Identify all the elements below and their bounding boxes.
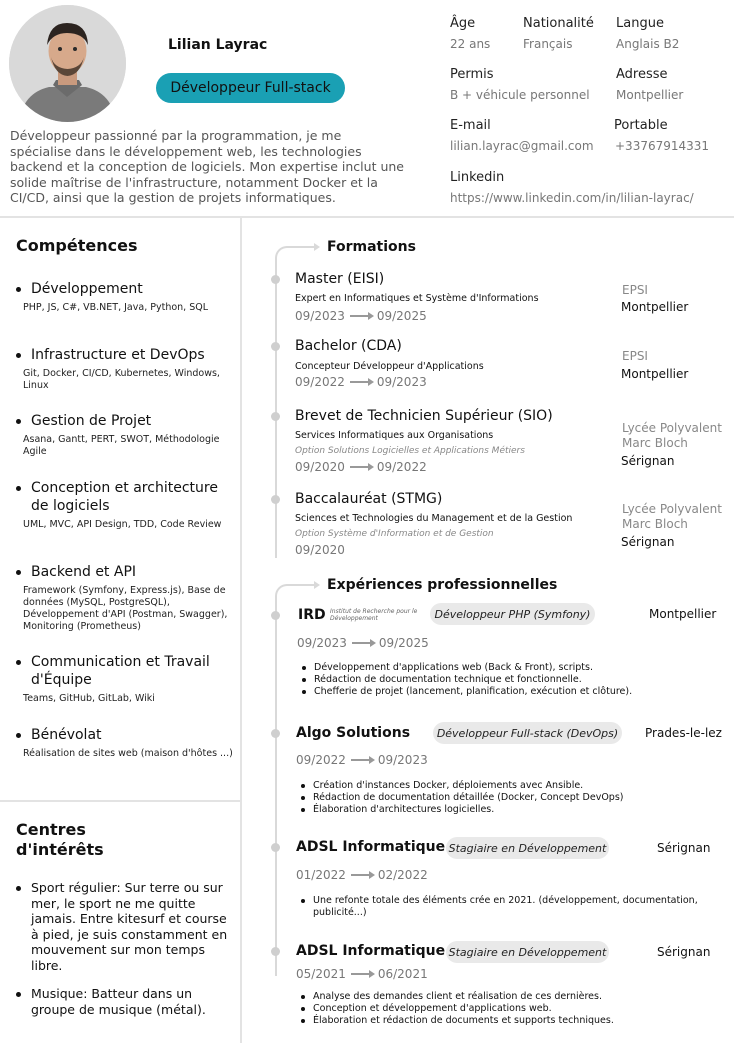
skill-title: Gestion de Projet [16, 412, 234, 430]
company-name: Algo Solutions [296, 725, 411, 741]
skill-item [16, 653, 234, 705]
address-label: Adresse [616, 67, 668, 82]
role-badge: Développeur Full-stack (DevOps) [433, 722, 622, 744]
age-value: 22 ans [450, 37, 491, 51]
formation-subtitle: Concepteur Développeur d'Applications [295, 361, 484, 372]
timeline-dot [271, 611, 280, 620]
date-end: 09/2023 [377, 753, 428, 767]
task-item: Élaboration d'architectures logicielles. [297, 804, 717, 816]
experiences-heading: Expériences professionnelles [327, 577, 558, 593]
task-item: Rédaction de documentation détaillée (Docker, Concept DevOps) [297, 792, 717, 804]
skill-title: Backend et API [16, 563, 234, 581]
date-start: 01/2022 [296, 868, 346, 882]
arrow-right-icon [351, 874, 373, 876]
experience-city: Prades-le-lez [645, 726, 722, 740]
task-item: Élaboration et rédaction de documents et supports techniques. [297, 1015, 717, 1027]
left-column-divider [0, 800, 240, 802]
timeline-line [275, 596, 277, 976]
license-value: B + véhicule personnel [450, 88, 590, 102]
formation-school: Lycée Polyvalent Marc Bloch [622, 421, 722, 450]
language-value: Anglais B2 [616, 37, 680, 51]
role-badge: Stagiaire en Développement [446, 837, 609, 859]
experience-tasks [298, 662, 718, 698]
age-label: Âge [450, 16, 476, 31]
formation-subtitle: Services Informatiques aux Organisations [295, 430, 494, 441]
formation-city: Sérignan [621, 454, 675, 468]
formation-school: EPSI [622, 283, 648, 297]
skill-title: Infrastructure et DevOps [16, 346, 234, 364]
experience-dates [296, 967, 428, 981]
timeline-hook [275, 246, 315, 260]
skill-details: Réalisation de sites web (maison d'hôtes ...) [23, 748, 233, 759]
date-end: 09/2023 [376, 375, 427, 389]
skill-item [16, 726, 234, 760]
skill-item [16, 346, 234, 392]
candidate-name: Lilian Layrac [168, 37, 268, 53]
nationality-label: Nationalité [523, 16, 594, 31]
date-end: 09/2025 [376, 309, 427, 323]
interest-item: Sport régulier: Sur terre ou sur mer, le sport ne me quitte jamais. Entre kitesurf et course à pied, je suis constamment en mouvement sur mon temps libre. [16, 880, 231, 973]
timeline-hook [275, 584, 315, 598]
skill-item [16, 479, 234, 531]
experience-city: Sérignan [657, 945, 711, 959]
experience-dates [297, 636, 429, 650]
skill-item [16, 280, 234, 314]
interests-heading: Centres d'intérêts [16, 820, 104, 859]
date-start: 05/2021 [296, 967, 346, 981]
date-start: 09/2022 [296, 753, 346, 767]
date-end: 09/2025 [378, 636, 429, 650]
formation-subtitle: Expert en Informatiques et Système d'Informations [295, 293, 539, 304]
timeline-dot [271, 843, 280, 852]
task-item: Analyse des demandes client et réalisation de ces dernières. [297, 991, 717, 1003]
linkedin-link[interactable]: https://www.linkedin.com/in/lilian-layrac/ [450, 191, 694, 205]
skills-heading: Compétences [16, 236, 138, 255]
formation-city: Montpellier [621, 300, 689, 314]
formation-dates [295, 375, 427, 389]
timeline-dot [271, 947, 280, 956]
profile-photo-illustration [9, 5, 126, 122]
experience-city: Sérignan [657, 841, 711, 855]
experience-dates [296, 753, 428, 767]
arrow-right-icon [350, 315, 372, 317]
skill-title: Conception et architecture de logiciels [16, 479, 234, 515]
skill-details: Asana, Gantt, PERT, SWOT, Méthodologie Agile [23, 434, 220, 457]
task-item: Une refonte totale des éléments crée en 2021. (développement, documentation, publicité...) [297, 895, 707, 919]
company-name: ADSL Informatique [296, 943, 446, 959]
license-label: Permis [450, 67, 494, 82]
date-start: 09/2023 [295, 309, 345, 323]
date-start: 09/2023 [297, 636, 347, 650]
skill-item [16, 563, 234, 633]
phone-value[interactable]: +33767914331 [615, 139, 710, 153]
task-item: Création d'instances Docker, déploiements avec Ansible. [297, 780, 717, 792]
skill-details: PHP, JS, C#, VB.NET, Java, Python, SQL [23, 302, 209, 313]
date-end: 02/2022 [377, 868, 428, 882]
formations-heading: Formations [327, 239, 416, 255]
formation-dates [295, 309, 427, 323]
timeline-dot [271, 275, 280, 284]
experience-city: Montpellier [649, 607, 717, 621]
language-label: Langue [616, 16, 664, 31]
role-badge: Développeur PHP (Symfony) [430, 603, 595, 625]
nationality-value: Français [523, 37, 573, 51]
timeline-line [275, 258, 277, 558]
job-title-badge: Développeur Full-stack [156, 73, 345, 103]
skill-title: Bénévolat [16, 726, 234, 744]
formation-name: Master (EISI) [295, 271, 385, 287]
experience-tasks [297, 895, 707, 919]
arrow-right-icon [350, 466, 372, 468]
company-name: IRD [298, 607, 326, 623]
experience-dates [296, 868, 428, 882]
formation-city: Sérignan [621, 535, 675, 549]
phone-label: Portable [614, 118, 668, 133]
arrow-right-icon [351, 759, 373, 761]
skill-details: Git, Docker, CI/CD, Kubernetes, Windows, Linux [23, 368, 220, 391]
date-start: 09/2022 [295, 375, 345, 389]
arrow-right-icon [350, 381, 372, 383]
skill-details: UML, MVC, API Design, TDD, Code Review [23, 519, 222, 530]
skill-details: Framework (Symfony, Express.js), Base de données (MySQL, PostgreSQL), Développement d'API (Postman, Swagger), Monitoring (Prometheus) [23, 585, 228, 632]
timeline-arrow [314, 581, 320, 589]
header-divider [0, 216, 734, 218]
company-subtitle: Institut de Recherche pour le Développement [330, 608, 418, 622]
address-value: Montpellier [616, 88, 684, 102]
interest-item: Musique: Batteur dans un groupe de musique (métal). [16, 986, 231, 1017]
formation-dates [295, 543, 345, 557]
role-badge: Stagiaire en Développement [446, 941, 609, 963]
timeline-dot [271, 495, 280, 504]
formation-name: Brevet de Technicien Supérieur (SIO) [295, 408, 553, 424]
formation-school: Lycée Polyvalent Marc Bloch [622, 502, 722, 531]
skill-details: Teams, GitHub, GitLab, Wiki [23, 693, 155, 704]
skill-item [16, 412, 234, 458]
task-item: Chefferie de projet (lancement, planification, exécution et clôture). [298, 686, 718, 698]
skill-title: Communication et Travail d'Équipe [16, 653, 234, 689]
company-name: ADSL Informatique [296, 839, 446, 855]
timeline-dot [271, 729, 280, 738]
email-value[interactable]: lilian.layrac@gmail.com [450, 139, 594, 153]
date-end: 06/2021 [377, 967, 428, 981]
formation-name: Baccalauréat (STMG) [295, 491, 443, 507]
formation-school: EPSI [622, 349, 648, 363]
arrow-right-icon [352, 642, 374, 644]
linkedin-label: Linkedin [450, 170, 505, 185]
formation-subtitle: Sciences et Technologies du Management et de la Gestion [295, 513, 573, 524]
date-start: 09/2020 [295, 543, 345, 557]
task-item: Rédaction de documentation technique et fonctionnelle. [298, 674, 718, 686]
profile-summary: Développeur passionné par la programmation, je me spécialise dans le développement web, les technologies backend et la conception de logiciels. Mon expertise inclut une solide maîtrise de l'infrastructure, notamment Docker et la CI/CD, ainsi que la gestion de projets informatiques. [10, 128, 404, 205]
profile-photo [9, 5, 126, 122]
formation-option: Option Système d'Information et de Gestion [295, 529, 494, 539]
timeline-arrow [314, 243, 320, 251]
timeline-dot [271, 342, 280, 351]
formation-name: Bachelor (CDA) [295, 338, 402, 354]
task-item: Développement d'applications web (Back & Front), scripts. [298, 662, 718, 674]
arrow-right-icon [351, 973, 373, 975]
date-start: 09/2020 [295, 460, 345, 474]
skill-title: Développement [16, 280, 234, 298]
formation-city: Montpellier [621, 367, 689, 381]
task-item: Conception et développement d'applications web. [297, 1003, 717, 1015]
timeline-dot [271, 412, 280, 421]
email-label: E-mail [450, 118, 491, 133]
experience-tasks [297, 780, 717, 816]
column-divider [240, 218, 242, 1043]
formation-option: Option Solutions Logicielles et Applications Métiers [295, 446, 525, 456]
date-end: 09/2022 [376, 460, 427, 474]
formation-dates [295, 460, 427, 474]
experience-tasks [297, 991, 717, 1027]
